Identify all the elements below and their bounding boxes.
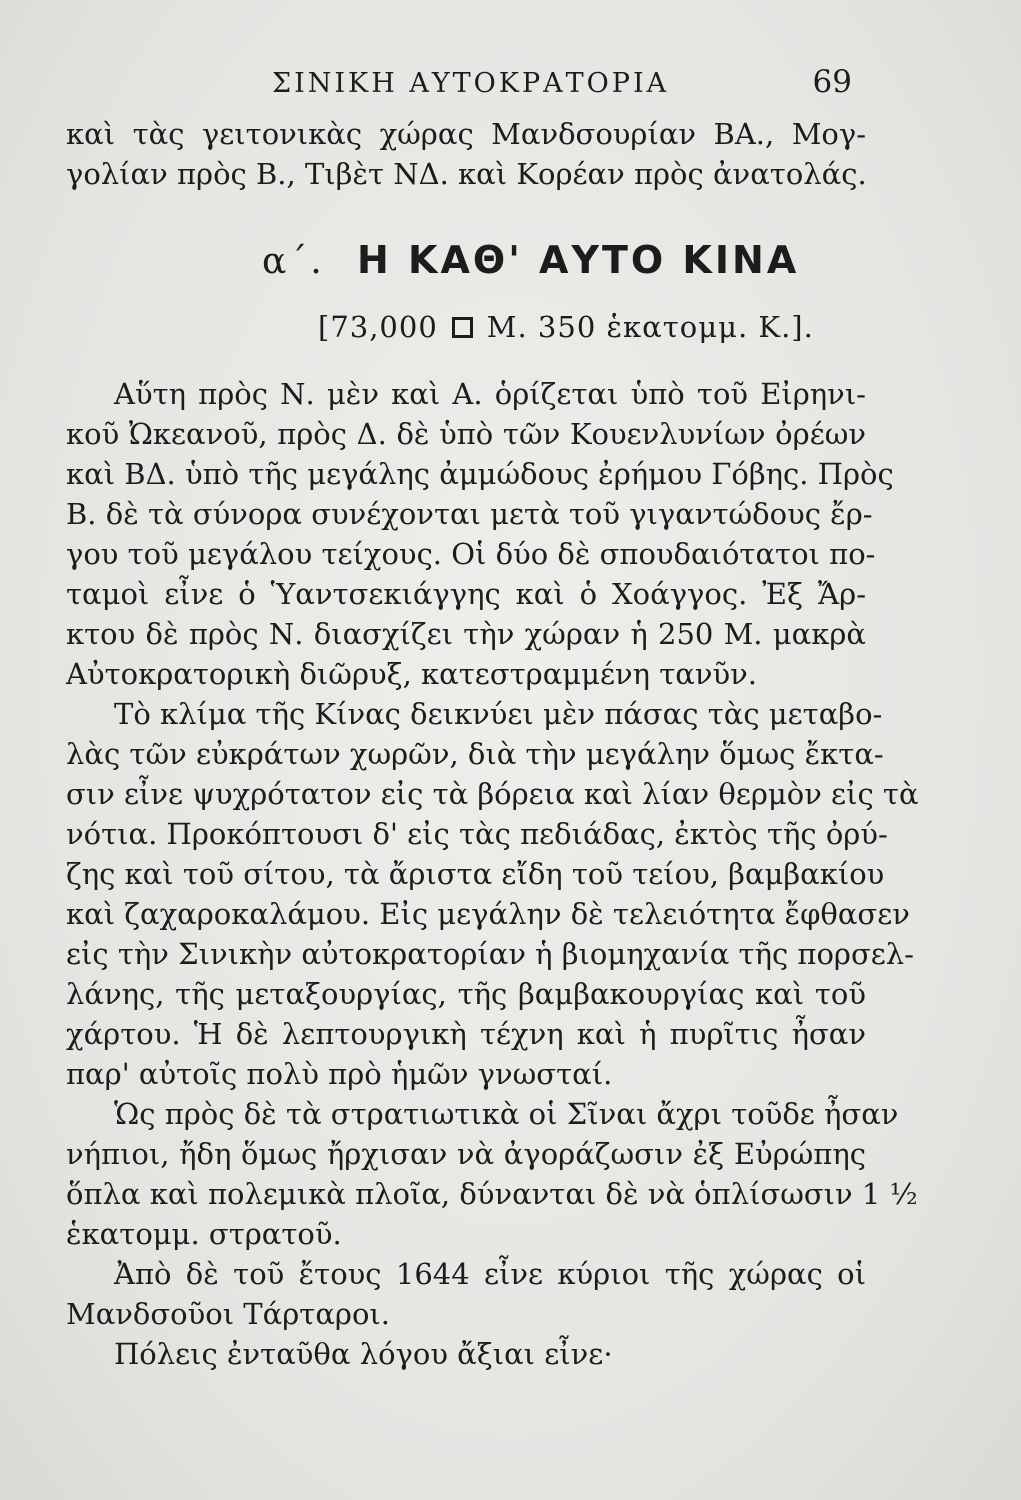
text-line: παρ' αὐτοῖς πολὺ πρὸ ἡμῶν γνωσταί. <box>66 1057 613 1091</box>
text-line: σιν εἶνε ψυχρότατον εἰς τὰ βόρεια καὶ λίαν θερμὸν εἰς τὰ <box>66 777 919 811</box>
text-line: κτου δὲ πρὸς Ν. διασχίζει τὴν χώραν ἡ 250 Μ. μακρὰ <box>66 617 866 651</box>
text-line: νήπιοι, ἤδη ὅμως ἤρχισαν νὰ ἀγοράζωσιν ἐξ Εὐρώπης <box>66 1137 866 1171</box>
text-line: ἑκατομμ. στρατοῦ. <box>66 1217 342 1251</box>
paragraph <box>66 1254 866 1334</box>
text-line: καὶ ζαχαροκαλάμου. Εἰς μεγάλην δὲ τελειότητα ἔφθασεν <box>66 897 910 931</box>
text-line: νότια. Προκόπτουσι δ' εἰς τὰς πεδιάδας, ἐκτὸς τῆς ὀρύ- <box>66 817 888 851</box>
paragraph <box>66 374 894 694</box>
text-line: Μανδσοῦοι Τάρταροι. <box>66 1297 390 1331</box>
text-line: Αὕτη πρὸς Ν. μὲν καὶ Α. ὁρίζεται ὑπὸ τοῦ Εἰρηνι- <box>114 377 866 411</box>
text-line: καὶ ΒΔ. ὑπὸ τῆς μεγάλης ἀμμώδους ἐρήμου Γόβης. Πρὸς <box>66 457 894 491</box>
text-line: Τὸ κλίμα τῆς Κίνας δεικνύει μὲν πάσας τὰς μεταβο- <box>114 697 883 731</box>
paragraph <box>66 1334 866 1374</box>
page-header <box>272 64 852 104</box>
stats-population: Μ. 350 ἑκατομμ. Κ.]. <box>486 310 814 344</box>
text-line: Πόλεις ἐνταῦθα λόγου ἄξιαι εἶνε· <box>114 1337 613 1371</box>
text-line: ὅπλα καὶ πολεμικὰ πλοῖα, δύνανται δὲ νὰ ὁπλίσωσιν 1 ½ <box>66 1177 918 1211</box>
text-line: Ἀπὸ δὲ τοῦ ἔτους 1644 εἶνε κύριοι τῆς χώρας οἱ <box>114 1257 866 1291</box>
square-icon <box>452 317 473 338</box>
text-line: λάνης, τῆς μεταξουργίας, τῆς βαμβακουργίας καὶ τοῦ <box>66 977 866 1011</box>
section-number: α΄. <box>262 241 325 282</box>
section-stats <box>318 310 814 344</box>
text-line: καὶ τὰς γειτονικὰς χώρας Μανδσουρίαν ΒΑ., Μογ- <box>66 117 866 151</box>
running-title: ΣΙΝΙΚΗ ΑΥΤΟΚΡΑΤΟΡΙΑ <box>272 68 670 99</box>
text-line: Β. δὲ τὰ σύνορα συνέχονται μετὰ τοῦ γιγαντώδους ἔρ- <box>66 497 873 531</box>
text-line: γου τοῦ μεγάλου τείχους. Οἱ δύο δὲ σπουδαιότατοι πο- <box>66 537 876 571</box>
text-line: χάρτου. Ἡ δὲ λεπτουργικὴ τέχνη καὶ ἡ πυρῖτις ἦσαν <box>66 1017 866 1051</box>
text-line: Ὡς πρὸς δὲ τὰ στρατιωτικὰ οἱ Σῖναι ἄχρι τοῦδε ἦσαν <box>114 1097 899 1131</box>
text-line: γολίαν πρὸς Β., Τιβὲτ ΝΔ. καὶ Κορέαν πρὸς ἀνατολάς. <box>66 157 867 191</box>
page-number: 69 <box>812 64 852 100</box>
text-line: κοῦ Ὠκεανοῦ, πρὸς Δ. δὲ ὑπὸ τῶν Κουενλυνίων ὀρέων <box>66 417 866 451</box>
paragraph <box>66 1094 918 1254</box>
text-line: ζης καὶ τοῦ σίτου, τὰ ἄριστα εἴδη τοῦ τείου, βαμβακίου <box>66 857 885 891</box>
text-line: Αὐτοκρατορικὴ διῶρυξ, κατεστραμμένη τανῦν. <box>66 657 757 691</box>
text-line: λὰς τῶν εὐκράτων χωρῶν, διὰ τὴν μεγάλην ὅμως ἔκτα- <box>66 737 884 771</box>
main-text <box>66 374 919 1374</box>
section-title: Η ΚΑΘ' ΑΥΤΟ ΚΙΝΑ <box>357 238 800 282</box>
text-line: εἰς τὴν Σινικὴν αὐτοκρατορίαν ἡ βιομηχανία τῆς πορσελ- <box>66 937 914 971</box>
intro-text <box>66 114 866 194</box>
paragraph <box>66 694 919 1094</box>
stats-area: [73,000 <box>318 310 438 344</box>
section-heading <box>262 238 799 282</box>
text-line: ταμοὶ εἶνε ὁ Ὑαντσεκιάγγης καὶ ὁ Χοάγγος. Ἐξ Ἄρ- <box>66 577 866 611</box>
